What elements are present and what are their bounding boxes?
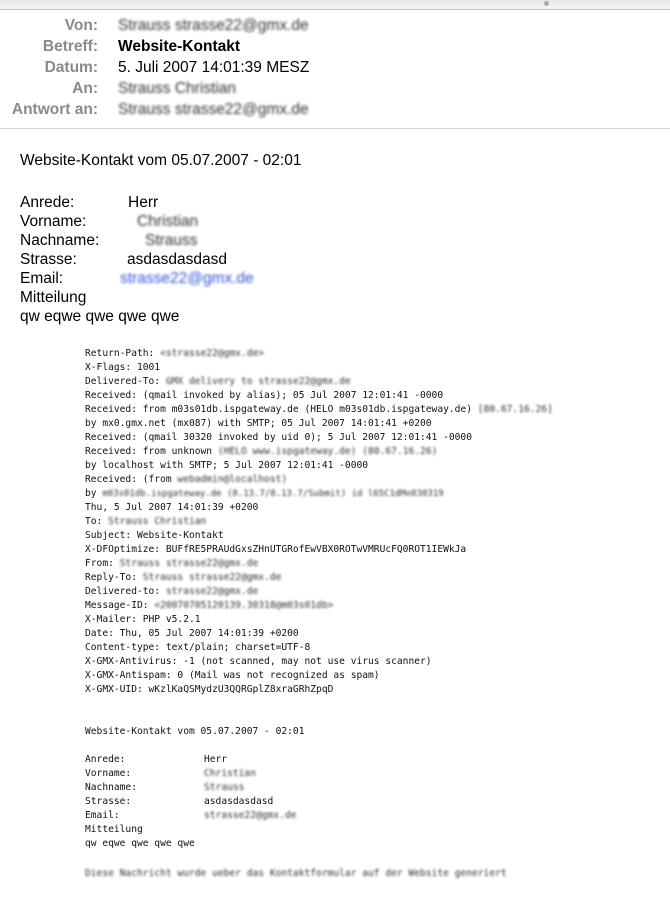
raw-field-label: Anrede:	[85, 754, 126, 765]
field-value: Herr	[128, 194, 159, 211]
field-label: Anrede:	[20, 194, 75, 211]
raw-line	[85, 571, 281, 585]
date-value: 5. Juli 2007 14:01:39 MESZ	[118, 59, 310, 76]
raw-line	[85, 445, 437, 459]
raw-field-row	[85, 795, 274, 809]
field-row-strasse	[20, 250, 420, 269]
raw-line-redacted: <strasse22@gmx.de>	[160, 348, 265, 359]
raw-field-label: Email:	[85, 810, 120, 821]
raw-line-text: Received: from unknown	[85, 446, 218, 457]
raw-line	[85, 459, 368, 473]
raw-line-redacted: GMX delivery to strasse22@gmx.de	[165, 376, 351, 387]
header-subject-row	[0, 37, 660, 57]
raw-line	[85, 557, 258, 571]
from-value[interactable]: Strauss strasse22@gmx.de	[118, 17, 309, 34]
raw-line	[85, 627, 299, 641]
header-to-row	[0, 79, 660, 99]
raw-line	[85, 473, 287, 487]
raw-field-row	[85, 809, 297, 823]
raw-line	[85, 543, 466, 557]
raw-line	[85, 403, 553, 417]
raw-field-value: asdasdasdasd	[204, 796, 274, 807]
raw-line-redacted: Strauss Christian	[108, 516, 207, 527]
field-value: asdasdasdasd	[127, 251, 227, 268]
mail-header-pane	[0, 0, 670, 345]
header-from-row	[0, 16, 660, 36]
header-reply-row	[0, 100, 660, 120]
to-label: An:	[72, 80, 98, 97]
mitteilung-label: Mitteilung	[20, 289, 87, 306]
subject-label: Betreff:	[42, 38, 98, 55]
header-divider	[0, 128, 670, 129]
raw-line	[85, 529, 224, 543]
field-label: Strasse:	[20, 251, 77, 268]
raw-field-label: Strasse:	[85, 796, 132, 807]
raw-line-redacted: Strauss strasse22@gmx.de	[119, 558, 259, 569]
raw-line-text: X-GMX-Antispam: 0 (Mail was not recognized as spam)	[85, 670, 380, 681]
raw-line-text: Subject: Website-Kontakt	[85, 530, 224, 541]
resize-handle-icon[interactable]	[544, 1, 549, 6]
raw-line	[85, 347, 264, 361]
reply-to-label: Antwort an:	[11, 101, 98, 118]
raw-line-text: Received: (from	[85, 474, 178, 485]
raw-line-redacted: webadmin@localhost)	[177, 474, 288, 485]
field-value: Christian	[137, 213, 199, 230]
raw-field-label: Vorname:	[85, 768, 132, 779]
reply-to-value[interactable]: Strauss strasse22@gmx.de	[118, 101, 309, 118]
to-value[interactable]: Strauss Christian	[118, 80, 237, 97]
raw-line	[85, 585, 258, 599]
header-date-row	[0, 58, 660, 78]
email-link[interactable]: strasse22@gmx.de	[120, 270, 254, 287]
field-row-nachname	[20, 231, 420, 250]
from-label: Von:	[64, 17, 98, 34]
raw-line-text: by localhost with SMTP; 5 Jul 2007 12:01:41 -0000	[85, 460, 369, 471]
raw-line	[85, 515, 206, 529]
field-row-email	[20, 269, 420, 288]
raw-field-value: Christian	[204, 768, 256, 779]
raw-line-text: Received: (qmail 30320 invoked by uid 0); 5 Jul 2007 12:01:41 -0000	[85, 432, 472, 443]
raw-field-label: Nachname:	[85, 782, 137, 793]
date-label: Datum:	[44, 59, 98, 76]
raw-field-row	[85, 753, 228, 767]
field-label: Email:	[20, 270, 64, 287]
raw-line-text: Received: from m03s01db.ispgateway.de (HELO m03s01db.ispgateway.de)	[85, 404, 478, 415]
raw-line	[85, 641, 310, 655]
raw-body-title: Website-Kontakt vom 05.07.2007 - 02:01	[85, 726, 305, 737]
raw-line	[85, 599, 333, 613]
raw-field-row	[85, 781, 245, 795]
raw-line	[85, 431, 472, 445]
raw-line	[85, 361, 160, 375]
raw-line-text: Reply-To:	[85, 572, 143, 583]
raw-line-redacted: <20070705120139.30318@m03s01db>	[154, 600, 334, 611]
raw-line-redacted: (HELO www.ispgateway.de) (80.67.16.26)	[217, 446, 438, 457]
raw-line-text: X-Mailer: PHP v5.2.1	[85, 614, 201, 625]
raw-line-redacted: [80.67.16.26]	[477, 404, 553, 415]
window-top-strip	[0, 0, 670, 10]
raw-line-text: by mx0.gmx.net (mx087) with SMTP; 05 Jul 2007 14:01:41 +0200	[85, 418, 432, 429]
raw-line	[85, 669, 380, 683]
raw-line-text: Content-type: text/plain; charset=UTF-8	[85, 642, 311, 653]
raw-line-text: From:	[85, 558, 120, 569]
raw-line	[85, 655, 432, 669]
raw-field-row	[85, 767, 256, 781]
raw-field-value: Strauss	[204, 782, 245, 793]
raw-line-text: X-DFOptimize: BUFfRE5PRAUdGxsZHnUTGRofEwVBX0ROTwVMRUcFQ0ROT1IEWkJa	[85, 544, 467, 555]
raw-field-value: Herr	[204, 754, 228, 765]
raw-line	[85, 375, 351, 389]
raw-line	[85, 417, 432, 431]
raw-line-text: Message-ID:	[85, 600, 155, 611]
raw-line-text: Thu, 5 Jul 2007 14:01:39 +0200	[85, 502, 259, 513]
raw-line-redacted: Strauss strasse22@gmx.de	[142, 572, 282, 583]
raw-line	[85, 683, 333, 697]
raw-mitteilung-text: qw eqwe qwe qwe qwe	[85, 838, 195, 849]
raw-line	[85, 487, 444, 501]
raw-line-text: Date: Thu, 05 Jul 2007 14:01:39 +0200	[85, 628, 299, 639]
field-row-vorname	[20, 212, 420, 231]
mitteilung-text: qw eqwe qwe qwe qwe	[20, 308, 180, 325]
raw-line	[85, 613, 201, 627]
raw-line-text: Delivered-to:	[85, 586, 166, 597]
raw-line-text: X-Flags: 1001	[85, 362, 161, 373]
raw-line-text: by	[85, 488, 103, 499]
field-value: Strauss	[145, 232, 198, 249]
raw-line-text: To:	[85, 516, 109, 527]
raw-line	[85, 389, 443, 403]
raw-footer-redacted: Diese Nachricht wurde ueber das Kontaktformular auf der Website generiert	[85, 868, 507, 879]
raw-line-text: Delivered-To:	[85, 376, 166, 387]
raw-line-redacted: m03s01db.ispgateway.de (8.13.7/8.13.7/Submit) id l65C1dMo030319	[102, 489, 444, 499]
raw-line-redacted: strasse22@gmx.de	[165, 586, 259, 597]
raw-line-text: Return-Path:	[85, 348, 161, 359]
field-row-anrede	[20, 193, 420, 212]
raw-footer-line	[85, 867, 507, 881]
field-label: Nachname:	[20, 232, 100, 249]
raw-line	[85, 501, 258, 515]
raw-field-value: strasse22@gmx.de	[204, 810, 297, 821]
raw-source-pane	[0, 345, 670, 900]
raw-line-text: X-GMX-UID: wKzlKaQSMydzU3QQRGplZ8xraGRhZpqD	[85, 684, 334, 695]
message-title: Website-Kontakt vom 05.07.2007 - 02:01	[20, 152, 302, 169]
raw-line-text: Received: (qmail invoked by alias); 05 Jul 2007 12:01:41 -0000	[85, 390, 444, 401]
field-label: Vorname:	[20, 213, 87, 230]
raw-line-text: X-GMX-Antivirus: -1 (not scanned, may not use virus scanner)	[85, 656, 432, 667]
raw-mitteilung-label: Mitteilung	[85, 824, 143, 835]
subject-value: Website-Kontakt	[118, 38, 241, 55]
